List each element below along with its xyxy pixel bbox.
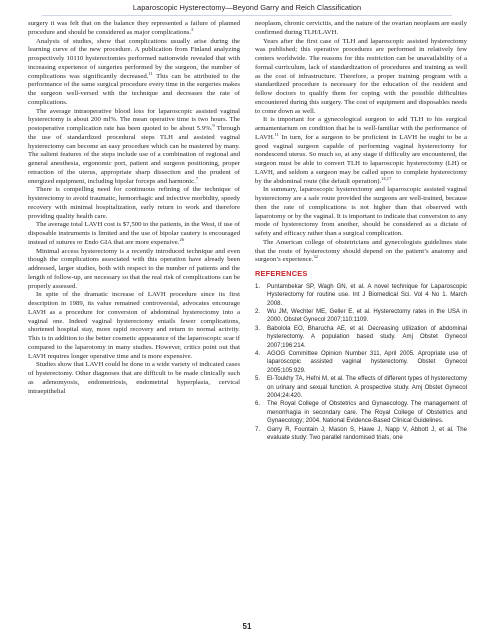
paragraph-text: In turn, for a surgeon to be proficient in LAVH he ought to be a good vaginal surgeon capable of performing vaginal hysterectomy for nondescend uterus. So much so, at any stage if difficulty are encountered, the surgeon must be able to convert TLH to laparoscopic hysterectomy (LH) or LAVH, and seldom a surgeon may be called upon to complete hysterectomy by the abdominal route (the default operation). [255,133,467,185]
body-paragraph [28,38,240,108]
paragraph-text: Through the use of standardized procedural steps TLH and assisted vaginal hysterectomy can become an easy procedure which can be mastered by many. The salient features of the steps include use of a combination of regional and general anesthesia, ergonomic port, patient and surgeon positioning, proper retraction of the uterus, appropriate sharp dissection and the prudent of energized equipment, including bipolar forceps and harmonic. [28,125,240,185]
citation-marker: 32 [313,254,318,259]
paragraph-text: It is important for a gynecological surgeon to add TLH to his surgical armamentarium on condition that he is well-familiar with the performance of LAVH. [255,116,467,141]
citation-marker: 9 [212,122,215,128]
reference-text: The Royal College of Obstetrics and Gynaecology. The management of menorrhagia in secondary care. The Royal College of Obstetrics and Gynaecology; 2004. National Evidence-Based Clinical Guidelines. [267,401,467,425]
paragraph-text: neoplasm, chronic cervicitis, and the nature of the ovarian neoplasm are easily confirmed during TLH/LAVH. [255,20,467,36]
citation-marker: 11 [148,70,153,76]
reference-text: Garry R, Fountain J, Mason S, Hawe J, Napp V, Abbott J, et al. The evaluate study: Two parallel randomised trials, one [267,426,467,442]
left-column [28,20,240,396]
page-number: 51 [242,622,252,631]
reference-text: AGOG Committee Opinion Number 311, April 2005. Apropriate use of laparoscopic assisted vaginal hysterectomy. Obstet Gynecol 2005;105:929. [267,351,467,374]
paragraph-text: Minimal access hysterectomy is a recently introduced technique and even though the complications associated with this operation have already been addressed, larger studies, both with respect to the number of patients and the length of follow-up, are necessary so that the real risk of complications can be properly assessed. [28,247,240,290]
body-paragraph [255,239,467,265]
reference-item [255,283,467,308]
body-paragraph [28,221,240,247]
reference-text: Babolola EO, Bharucha AE, et al. Decreasing utilization of abdominal hysterectomy. A population based study. Amj Obstet Gynecol 2007;196:214. [267,325,467,349]
references-heading: REFERENCES [255,269,308,278]
reference-number: 7. [255,426,261,433]
paragraph-text: This can be attributed to the performance of the same surgical procedure every time in the surgeries makes the surgeon well-versed with the technique and decreases the rate of complications. [28,72,241,106]
body-paragraph [28,108,240,187]
body-paragraph [255,38,467,117]
citation-marker: 26 [179,236,184,242]
body-paragraph [255,20,467,38]
body-paragraph [255,116,467,186]
paragraph-text: The average total LAVH cost is $7,500 to the patients, in the West, if use of disposable instruments is limited and the use of bipolar cautery is encouraged instead of sutures or Endo GIA that are more expensive. [28,221,240,246]
reference-number: 2. [255,308,261,315]
body-paragraph [28,248,240,292]
header-divider [42,15,452,16]
reference-text: El-Toukhy TA, Hefni M, et al. The effects of different types of hysterectomy on urinary and sexual function. A prospective study. Amj Obstet Gynecol 2004;24:420. [267,376,467,400]
reference-number: 5. [255,376,261,383]
citation-marker: 3 [191,26,194,32]
reference-number: 6. [255,401,261,408]
reference-number: 1. [255,283,261,290]
reference-item [255,325,467,350]
references-list [255,283,467,443]
reference-item [255,400,467,425]
body-paragraph [255,186,467,239]
paragraph-text: Studies show that LAVH could be done in a wide variety of indicated cases of hysterectomy. Other diagnoses that are difficult to be made clinically such as adenomyosis, endometriosis, endometrial hyperplasia, cervical intraepithelial [28,361,240,395]
reference-text: Puntambekar SP, Wagh GN, et al. A novel technique for Laparoscopic Hysterectomy for routine use. Int J Biomedical Sci. Vol 4 No 1. March 2008. [267,283,467,307]
paragraph-text: Analysis of studies, show that complications usually arise during the learning curve of the new procedure. A publication from Finland analyzing prospectively 10110 hysterectomies performed nationwide revealed that with increasing experience of surgeries performed by the surgeon, the number of complications was significantly decreased. [28,37,240,80]
paragraph-text: There is compelling need for continuous refining of the technique of hysterectomy to avoid traumatic, hemorrhagic and infective morbidity, speedy recovery with minimal hospitalization, early return to work and therefore providing quality health care. [28,186,240,220]
paragraph-text: In spite of the dramatic increase of LAVH procedure since its first description in 1989, its value remained controversial, advocates encourage LAVH as a procedure for conversion of abdominal hysterectomy into a vaginal one. Indeed vaginal hysterectomy entails fewer complications, shortened hospital stay, more rapid recovery and return to normal activity. This is in addition to the better cosmetic appearance of the laparoscopic scar if compared to the laparotomy in many studies. However, critics point out that LAVH requires longer operative time and is more expensive. [28,291,240,360]
reference-item [255,308,467,325]
reference-item [255,426,467,443]
citation-marker: 7 [195,175,199,181]
body-paragraph [28,361,240,396]
running-title: Laparoscopic Hysterectomy—Beyond Garry and Reich Classification [132,3,362,12]
body-paragraph [28,186,240,221]
paragraph-text: In summary, laparoscopic hysterectomy and laparoscopic assisted vaginal hysterectomy are a safe route provided the surgeons are well-trained, because then the rate of complications is not higher than that observed with laparotomy or by the vaginal. It is important to indicate that conversion to any mode of hysterectomy from another, should be considered as a dictate of safety and efficacy rather than a surgical complication. [255,186,467,237]
reference-item [255,375,467,400]
paragraph-text: Years after the first case of TLH and laparoscopic assisted hysterectomy was published; this operative procedures are performed in relatively few centers worldwide. The reasons for this restriction can be unavailability of a formal curriculum, lack of standardization of procedures and training as well as the cost of infrastructure. Therefore, a proper training program with a standardized procedure is necessary for the education of the resident and fellow doctors to qualify them for coping with the possible difficulties encountered during this surgery. The cost of equipment and disposables needs to come down as well. [255,37,467,115]
reference-text: Wu JM, Wechter ME, Geller E, et al. Hysterectomy rates in the USA in 2000. Obstet Gynecol 2007;110:1109. [267,308,467,324]
running-header [0,0,494,16]
paragraph-text: The American college of obstetricians and gynecologists guidelines state that the route of hysterectomy should depend on the patient’s anatomy and surgeon’s experience. [255,238,467,264]
citation-marker: 11 [274,131,279,137]
reference-item [255,350,467,375]
right-column-body [255,20,467,265]
citation-marker: 14,17 [381,175,392,181]
body-paragraph [28,20,240,38]
right-column [255,20,467,442]
reference-number: 4. [255,351,261,357]
paragraph-text: The average intraoperative blood loss for laparoscopic assisted vaginal hysterectomy is about 200 ml%. The mean operative time is two hours. The postoperative complication rate has been quoted to be about 5.9%. [28,107,240,132]
reference-number: 3. [255,325,261,332]
paragraph-text: surgery it was felt that on the balance they represented a failure of planned procedure and should be considered as major complications. [28,20,240,36]
body-paragraph [28,291,240,361]
